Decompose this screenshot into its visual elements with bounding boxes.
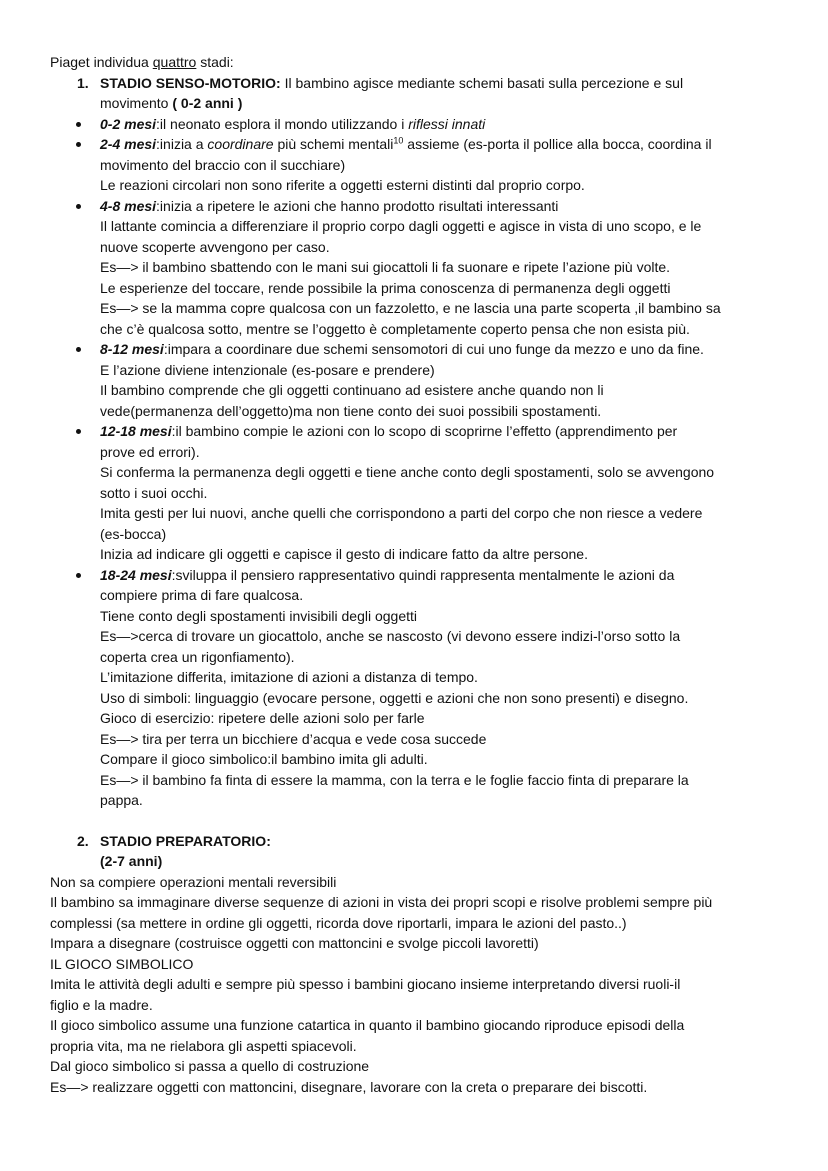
bullet-icon xyxy=(76,573,81,578)
stage-2 xyxy=(50,831,790,872)
stage-2-title: STADIO PREPARATORIO: xyxy=(100,832,271,849)
document-page: Piaget individua quattro stadi: 1. STADIO SENSO-MOTORIO: Il bambino agisce mediante schemi basati sulla percezione e sul movimento ( 0-2 anni ) 0-2 mesi:il neonato esplora il mondo utilizzando i riflessi innati 2-4 mesi:inizia a coordinare più schemi mentali$^{10}$ assieme (es-porta il pollice alla bocca, coordina il movimento del braccio con il succhiare) Le reazioni circolari non sono riferite a oggetti esterni distinti dal proprio corpo. 4-8 mesi:inizia a ripetere le azioni che hanno prodotto risultati interessanti Il lattante comincia a differenziare il proprio corpo dagli oggetti e agisce in vista di uno scopo, e le nuove scoperte avvengono per caso. Es—> il bambino sbattendo con le mani sui giocattoli li fa suonare e ripete l’azione più volte. Le esperienze del toccare, rende possibile la prima conoscenza di permanenza degli oggetti Es—> se la mamma copre qualcosa con un fazzoletto, e ne lascia una parte scoperta ,il bambino sa che c’è qualcosa sotto, mentre se l’oggetto è completamente coperto pensa che non esista più. 8-12 mesi:impara a coordinare due schemi sensomotori di cui uno funge da mezzo e uno da fine. E l’azione diviene intenzionale (es-posare e prendere) Il bambino comprende che gli oggetti continuano ad esistere anche quando non li vede(permanenza dell’oggetto)ma non tiene conto dei suoi possibili spostamenti. 12-18 mesi:il bambino compie le azioni con lo scopo di scoprirne l’effetto (apprendimento per prove ed errori). Si conferma la permanenza degli oggetti e tiene anche conto degli spostamenti, solo se avvengono sotto i suoi occhi. Imita gesti per lui nuovi, anche quelli che corrispondono a parti del corpo che non riesce a vedere (es-bocca) Inizia ad indicare gli oggetti e capisce il gesto di indicare fatto da altre persone. 18-24 mesi:sviluppa il pensiero rappresentativo quindi rappresenta mentalmente le azioni da compiere prima di fare qualcosa. Tiene conto degli spostamenti invisibili degli oggetti Es—>cerca di trovare un giocattolo, anche se nascosto (vi devono essere indizi-l’orso sotto la coperta crea un rigonfiamento). L’imitazione differita, imitazione di azioni a distanza di tempo. Uso di simboli: linguaggio (evocare persone, oggetti e azioni che non sono presenti) e disegno. Gioco di esercizio: ripetere delle azioni solo per farle Es—> tira per terra un bicchiere d’acqua e vede cosa succede Compare il gioco simbolico:il bambino imita gli adulti. Es—> il bambino fa finta di essere la mamma, con la terra e le foglie faccio finta di preparare la pappa. 2. STADIO PREPARATORIO: (2-7 anni) Non sa compiere operazioni mentali reversibili Il bambino sa immaginare diverse sequenze di azioni in vista dei propri scopi e risolve problemi sempre più complessi (sa mettere in ordine gli oggetti, ricorda dove riportarli, impara le azioni del pasto..) Impara a disegnare (costruisce oggetti con mattoncini e svolge piccoli lavoretti) IL GIOCO SIMBOLICO Imita le attività degli adulti e sempre più spesso i bambini giocano insieme interpretando diversi ruoli-il figlio e la madre. Il gioco simbolico assume una funzione catartica in quanto il bambino giocando riproduce episodi della propria vita, ma ne rielabora gli aspetti spiacevoli. Dal gioco simbolico si passa a quello di costruzione Es—> realizzare oggetti con mattoncini, disegnare, lavorare con la creta o preparare dei biscotti. xyxy=(50,52,790,1097)
bullet-4-8-mesi: 4-8 mesi:inizia a ripetere le azioni che hanno prodotto risultati interessanti Il lattante comincia a differenziare il proprio corpo dagli oggetti e agisce in vista di uno scopo, e le nuove scoperte avvengono per caso. Es—> il bambino sbattendo con le mani sui giocattoli li fa suonare e ripete l’azione più volte. Le esperienze del toccare, rende possibile la prima conoscenza di permanenza degli oggetti Es—> se la mamma copre qualcosa con un fazzoletto, e ne lascia una parte scoperta ,il bambino sa che c’è qualcosa sotto, mentre se l’oggetto è completamente coperto pensa che non esista più. xyxy=(50,196,790,340)
stage-2-age: (2-7 anni) xyxy=(100,853,163,869)
stage-1-title: STADIO SENSO-MOTORIO: xyxy=(100,74,281,91)
intro-line: Piaget individua quattro stadi: xyxy=(50,54,234,70)
stage-2-number: 2. xyxy=(77,832,89,849)
bullet-icon xyxy=(76,122,81,127)
bullet-2-4-mesi: 2-4 mesi:inizia a coordinare più schemi mentali$^{10}$ assieme (es-porta il pollice alla bocca, coordina il movimento del braccio con il succhiare) Le reazioni circolari non sono riferite a oggetti esterni distinti dal proprio corpo. xyxy=(50,134,790,196)
bullet-12-18-mesi: 12-18 mesi:il bambino compie le azioni con lo scopo di scoprirne l’effetto (apprendimento per prove ed errori). Si conferma la permanenza degli oggetti e tiene anche conto degli spostamenti, solo se avvengono sotto i suoi occhi. Imita gesti per lui nuovi, anche quelli che corrispondono a parti del corpo che non riesce a vedere (es-bocca) Inizia ad indicare gli oggetti e capisce il gesto di indicare fatto da altre persone. xyxy=(50,421,790,565)
bullet-icon xyxy=(76,204,81,209)
bullet-8-12-mesi: 8-12 mesi:impara a coordinare due schemi sensomotori di cui uno funge da mezzo e uno da fine. E l’azione diviene intenzionale (es-posare e prendere) Il bambino comprende che gli oggetti continuano ad esistere anche quando non li vede(permanenza dell’oggetto)ma non tiene conto dei suoi possibili spostamenti. xyxy=(50,339,790,421)
stage-1-age: ( 0-2 anni ) xyxy=(172,95,243,111)
bullet-icon xyxy=(76,429,81,434)
bullet-icon xyxy=(76,347,81,352)
bullet-18-24-mesi: 18-24 mesi:sviluppa il pensiero rappresentativo quindi rappresenta mentalmente le azioni da compiere prima di fare qualcosa. Tiene conto degli spostamenti invisibili degli oggetti Es—>cerca di trovare un giocattolo, anche se nascosto (vi devono essere indizi-l’orso sotto la coperta crea un rigonfiamento). L’imitazione differita, imitazione di azioni a distanza di tempo. Uso di simboli: linguaggio (evocare persone, oggetti e azioni che non sono presenti) e disegno. Gioco di esercizio: ripetere delle azioni solo per farle Es—> tira per terra un bicchiere d’acqua e vede cosa succede Compare il gioco simbolico:il bambino imita gli adulti. Es—> il bambino fa finta di essere la mamma, con la terra e le foglie faccio finta di preparare la pappa. xyxy=(50,565,790,811)
underlined-word: quattro xyxy=(152,54,197,70)
stage-1-number: 1. xyxy=(77,74,89,91)
stage-1: 1. STADIO SENSO-MOTORIO: Il bambino agisce mediante schemi basati sulla percezione e sul movimento ( 0-2 anni ) xyxy=(77,74,684,111)
footnote-ref: 10 xyxy=(393,135,404,146)
bullet-icon xyxy=(76,142,81,147)
section-heading-gioco-simbolico: IL GIOCO SIMBOLICO xyxy=(50,955,194,972)
bullet-0-2-mesi: 0-2 mesi:il neonato esplora il mondo utilizzando i riflessi innati xyxy=(50,114,790,135)
